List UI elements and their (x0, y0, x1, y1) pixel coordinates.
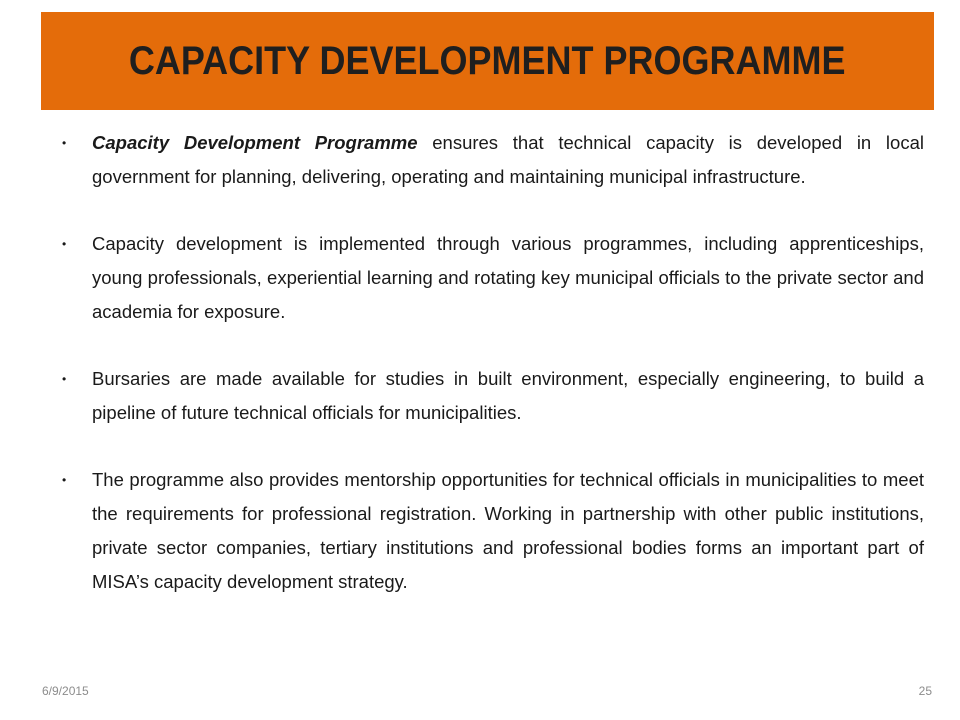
bullet-text: ensures that technical capacity is developed in local government for planning, delivering, operating and maintaining municipal infrastructure. (92, 132, 924, 187)
bullet-list (60, 126, 924, 632)
bullet-text: The programme also provides mentorship opportunities for technical officials in municipalities to meet the requirements for professional registration. Working in partnership with other public institutions, private sector companies, tertiary institutions and professional bodies forms an important part of MISA’s capacity development strategy. (92, 469, 924, 592)
bullet-icon: • (62, 136, 67, 150)
bullet-item (60, 227, 924, 329)
bullet-text: Capacity development is implemented through various programmes, including apprenticeships, young professionals, experiential learning and rotating key municipal officials to the private sector and academia for exposure. (92, 233, 924, 322)
bullet-item (60, 362, 924, 430)
footer-page-number: 25 (918, 684, 932, 698)
bullet-item (60, 463, 924, 599)
bullet-text: Bursaries are made available for studies in built environment, especially engineering, to build a pipeline of future technical officials for municipalities. (92, 368, 924, 423)
slide-title: CAPACITY DEVELOPMENT PROGRAMME (129, 38, 846, 83)
bullet-icon: • (62, 237, 67, 251)
slide-title-bar (41, 12, 934, 110)
footer-date: 6/9/2015 (42, 684, 89, 698)
bullet-lead: Capacity Development Programme (92, 132, 418, 153)
bullet-item (60, 126, 924, 194)
bullet-icon: • (62, 473, 67, 487)
bullet-icon: • (62, 372, 67, 386)
